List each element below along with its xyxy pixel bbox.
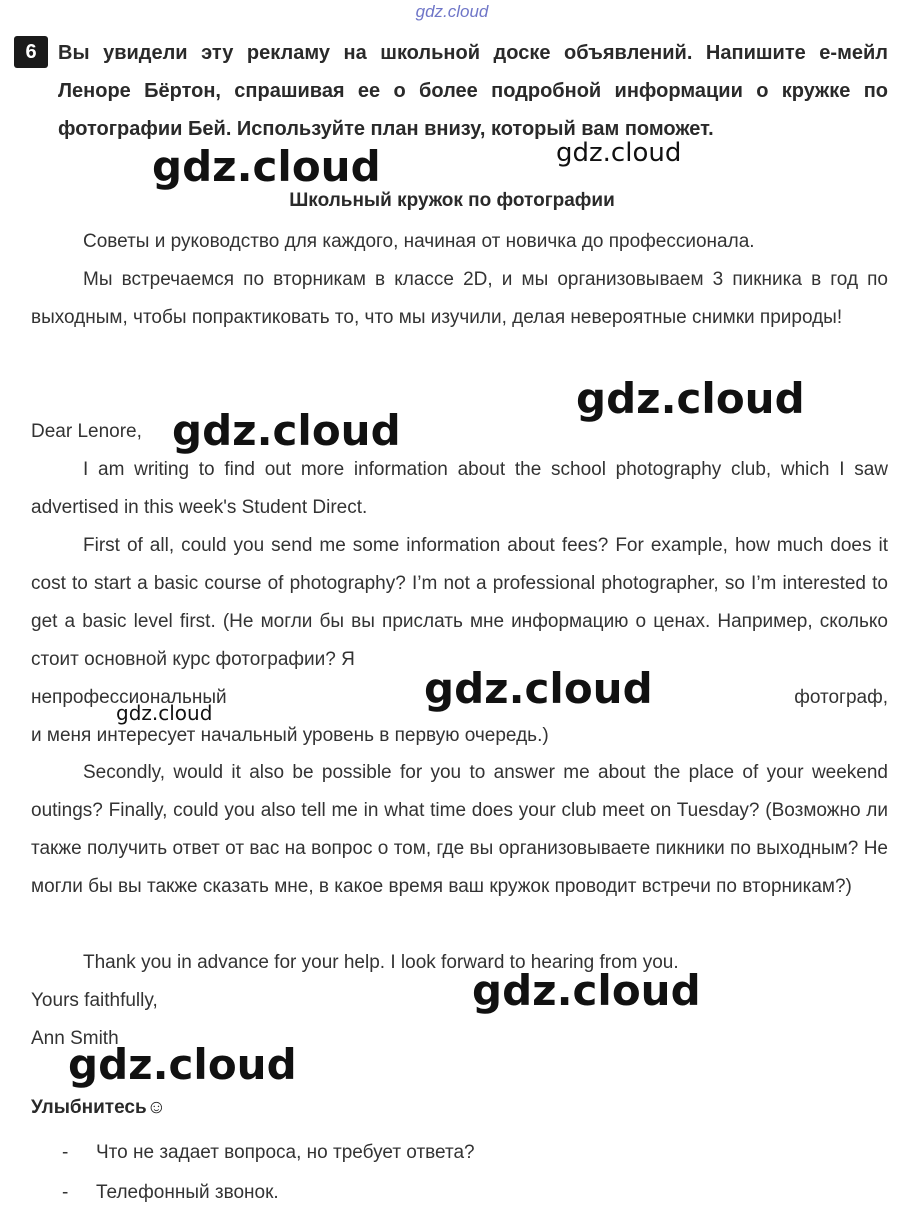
watermark: gdz.cloud <box>172 406 401 455</box>
watermark: gdz.cloud <box>152 142 381 191</box>
joke-answer <box>62 1174 279 1212</box>
letter-paragraph-2-left: непрофессиональный <box>31 687 227 708</box>
watermark: gdz.cloud <box>116 701 213 725</box>
watermark: gdz.cloud <box>472 966 701 1015</box>
letter-paragraph-2: First of all, could you send me some information about fees? For example, how much does it cost to start a basic course of photography? I’m not a professional photographer, so I’m interested to get a basic level first. (Не могли бы вы прислать мне информацию о ценах. Например, сколько стоит основной курс фотографии? Я <box>31 535 888 670</box>
dash-marker: - <box>62 1182 69 1203</box>
watermark: gdz.cloud <box>68 1040 297 1089</box>
letter-paragraph-3: Secondly, would it also be possible for you to answer me about the place of your weekend outings? Finally, could you also tell me in what time does your club meet on Tuesday? (Возможно ли также получить ответ от вас на вопрос о том, где вы организовываете пикники по выходным? Не могли бы вы также сказать мне, в какое время ваш кружок проводит встречи по вторникам?) <box>31 762 888 897</box>
letter-paragraph-2-right: фотограф, <box>794 687 888 708</box>
task-instruction: Вы увидели эту рекламу на школьной доске объявлений. Напишите е-мейл Леноре Бёртон, спрашивая ее о более подробной информации о кружке по фотографии Бей. Используйте план внизу, который вам поможет. <box>58 42 888 140</box>
joke-answer-text: Телефонный звонок. <box>96 1182 279 1203</box>
header-watermark: gdz.cloud <box>415 2 489 21</box>
dash-marker: - <box>62 1142 69 1163</box>
letter-paragraph-1: I am writing to find out more information about the school photography club, which I saw advertised in this week's Student Direct. <box>31 459 888 518</box>
task-number-badge: 6 <box>14 36 48 68</box>
ad-line-2: Мы встречаемся по вторникам в классе 2D, и мы организовываем 3 пикника в год по выходным, чтобы попрактиковать то, что мы изучили, делая невероятные снимки природы! <box>31 269 888 328</box>
watermark: gdz.cloud <box>556 138 682 168</box>
ad-title: Школьный кружок по фотографии <box>289 190 615 211</box>
letter-paragraph-4: Thank you in advance for your help. I look forward to hearing from you. <box>83 952 679 973</box>
ad-line-1: Советы и руководство для каждого, начиная от новичка до профессионала. <box>83 231 755 252</box>
letter-closing: Yours faithfully, <box>31 990 158 1011</box>
watermark: gdz.cloud <box>424 664 653 713</box>
watermark: gdz.cloud <box>576 374 805 423</box>
letter-greeting: Dear Lenore, <box>31 421 142 442</box>
joke-question <box>62 1134 475 1172</box>
letter-paragraph-2-end: и меня интересует начальный уровень в первую очередь.) <box>31 725 549 746</box>
joke-title: Улыбнитесь☺ <box>31 1097 167 1118</box>
joke-question-text: Что не задает вопроса, но требует ответа? <box>96 1142 475 1163</box>
letter-signature: Ann Smith <box>31 1028 119 1049</box>
